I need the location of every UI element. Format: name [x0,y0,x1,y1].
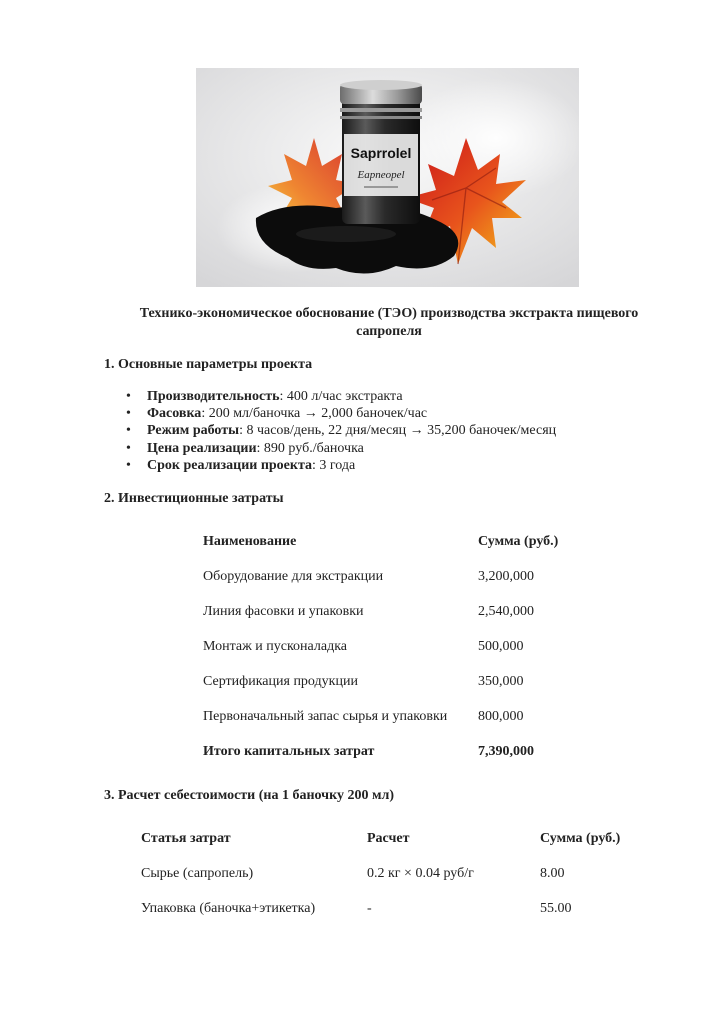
document-title: Технико-экономическое обоснование (ТЭО) производства экстракта пищевого сапропеля [139,306,639,339]
table-header-cell: Сумма (руб.) [478,534,559,549]
list-item: • Цена реализации: 890 руб./баночка [122,440,682,457]
table-header-cell: Статья затрат [141,831,231,846]
table-cell: 0.2 кг × 0.04 руб/г [367,866,474,881]
table-header-cell: Расчет [367,831,410,846]
table-cell: Линия фасовки и упаковки [203,604,364,619]
table-cell: Сертификация продукции [203,674,358,689]
list-item: • Срок реализации проекта: 3 года [122,457,682,474]
hero-image [196,68,579,287]
table-cell: 2,540,000 [478,604,534,619]
can-label: Saprrolel [350,145,412,161]
table-cell: Сырье (сапропель) [141,866,254,881]
table-cell: 350,000 [478,674,524,689]
table-cell: - [367,901,372,916]
table-cell: 500,000 [478,639,524,654]
table-total-value: 7,390,000 [478,744,534,759]
section-heading-investment: 2. Инвестиционные затраты [104,491,284,506]
table-cell: 3,200,000 [478,569,534,584]
section-heading-cost: 3. Расчет себестоимости (на 1 баночку 200 мл) [104,788,395,803]
list-item: • Режим работы: 8 часов/день, 22 дня/месяц → 35,200 баночек/месяц [122,422,682,439]
table-total-label: Итого капитальных затрат [203,744,375,759]
table-cell: 800,000 [478,709,524,724]
table-header-cell: Сумма (руб.) [540,831,621,846]
product-can [340,80,422,224]
table-header-cell: Наименование [203,534,297,549]
list-item: • Производительность: 400 л/час экстракта [122,388,682,405]
table-cell: Первоначальный запас сырья и упаковки [203,709,448,724]
can-sublabel: Eapneopel [357,169,405,181]
table-cell: Упаковка (баночка+этикетка) [141,901,316,916]
section-heading-params: 1. Основные параметры проекта [104,357,313,372]
table-cell: Монтаж и пусконаладка [203,639,348,654]
list-item: • Фасовка: 200 мл/баночка → 2,000 баночек/час [122,405,682,422]
table-cell: Оборудование для экстракции [203,569,384,584]
table-cell: 55.00 [540,901,572,916]
table-cell: 8.00 [540,866,565,881]
params-list [122,388,682,474]
